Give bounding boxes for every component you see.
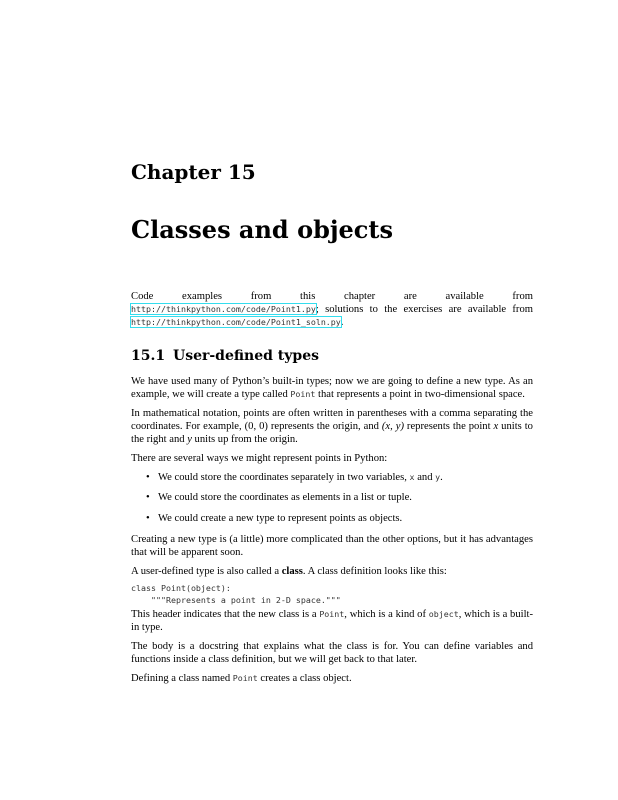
inline-code: x xyxy=(409,471,415,482)
list-item xyxy=(131,512,533,525)
paragraph: The body is a docstring that explains what the class is for. You can define variables and functions inside a class definition, but we will get back to that later. xyxy=(131,640,533,665)
text: represents the point xyxy=(403,421,494,433)
inline-code: Point xyxy=(319,608,345,619)
list-item xyxy=(131,471,533,484)
paragraph xyxy=(131,407,533,447)
code-line: """Represents a point in 2-D space.""" xyxy=(131,594,341,605)
bullet-icon: • xyxy=(146,513,150,524)
code-link[interactable]: http://thinkpython.com/code/Point1.py xyxy=(131,304,316,315)
section-number: 15.1 xyxy=(131,347,166,364)
intro-text: . xyxy=(340,317,344,329)
math: y xyxy=(187,434,192,446)
text: units up from the origin. xyxy=(191,434,298,446)
inline-code: Point xyxy=(290,389,316,400)
text: creates a class object. xyxy=(257,672,352,684)
section-heading xyxy=(131,347,533,364)
bullet-list xyxy=(131,471,533,525)
math: (0, 0) xyxy=(244,421,268,433)
text: , which is a built-in type. xyxy=(131,608,534,633)
list-item xyxy=(131,491,533,504)
solution-link[interactable]: http://thinkpython.com/code/Point1_soln.py xyxy=(131,317,341,328)
text: and xyxy=(414,471,436,483)
intro-text: Code examples from this chapter are available from xyxy=(131,291,533,302)
text: We could create a new type to represent points as objects. xyxy=(158,513,403,524)
intro-text: ; solutions to the exercises are available from xyxy=(315,304,533,316)
text: We could store the coordinates separately in two variables, xyxy=(158,471,410,483)
paragraph xyxy=(131,672,533,685)
inline-code: y xyxy=(435,471,441,482)
text: We could store the coordinates as elements in a list or tuple. xyxy=(158,492,412,504)
bullet-icon: • xyxy=(146,492,150,504)
section-title: User-defined types xyxy=(173,347,319,364)
paragraph xyxy=(131,608,533,634)
bullet-icon: • xyxy=(146,471,150,483)
text: In mathematical notation, points are often written in parentheses with a comma separating the coordinates. For example, xyxy=(131,407,533,433)
chapter-title: Classes and objects xyxy=(131,215,394,244)
text: units to the right and xyxy=(131,421,533,446)
bold-term: class xyxy=(281,565,303,577)
text: represents the origin, and xyxy=(267,421,382,433)
inline-code: object xyxy=(428,608,459,619)
paragraph: There are several ways we might represent points in Python: xyxy=(131,453,388,465)
intro-paragraph xyxy=(131,290,533,330)
paragraph: Creating a new type is (a little) more complicated than the other options, but it has advantages that will be apparent soon. xyxy=(131,533,533,558)
text: We have used many of Python’s built-in types; now we are going to define a new type. As an example, we will create a type called xyxy=(131,375,533,401)
text: This header indicates that the new class is a xyxy=(131,608,320,620)
text: , which is a kind of xyxy=(344,608,429,620)
text: Defining a class named xyxy=(131,672,233,684)
text: A user-defined type is also called a xyxy=(131,565,282,577)
code-block xyxy=(131,583,533,606)
inline-code: Point xyxy=(232,672,258,683)
math: x xyxy=(493,421,499,433)
paragraph xyxy=(131,565,533,578)
paragraph xyxy=(131,375,533,401)
text: . xyxy=(440,471,443,483)
body-text xyxy=(131,290,533,690)
math: (x, y) xyxy=(381,421,404,433)
code-line: class Point(object): xyxy=(131,583,231,594)
text: that represents a point in two-dimensional space. xyxy=(315,389,525,401)
text: . A class definition looks like this: xyxy=(302,565,447,577)
chapter-label: Chapter 15 xyxy=(131,160,256,184)
